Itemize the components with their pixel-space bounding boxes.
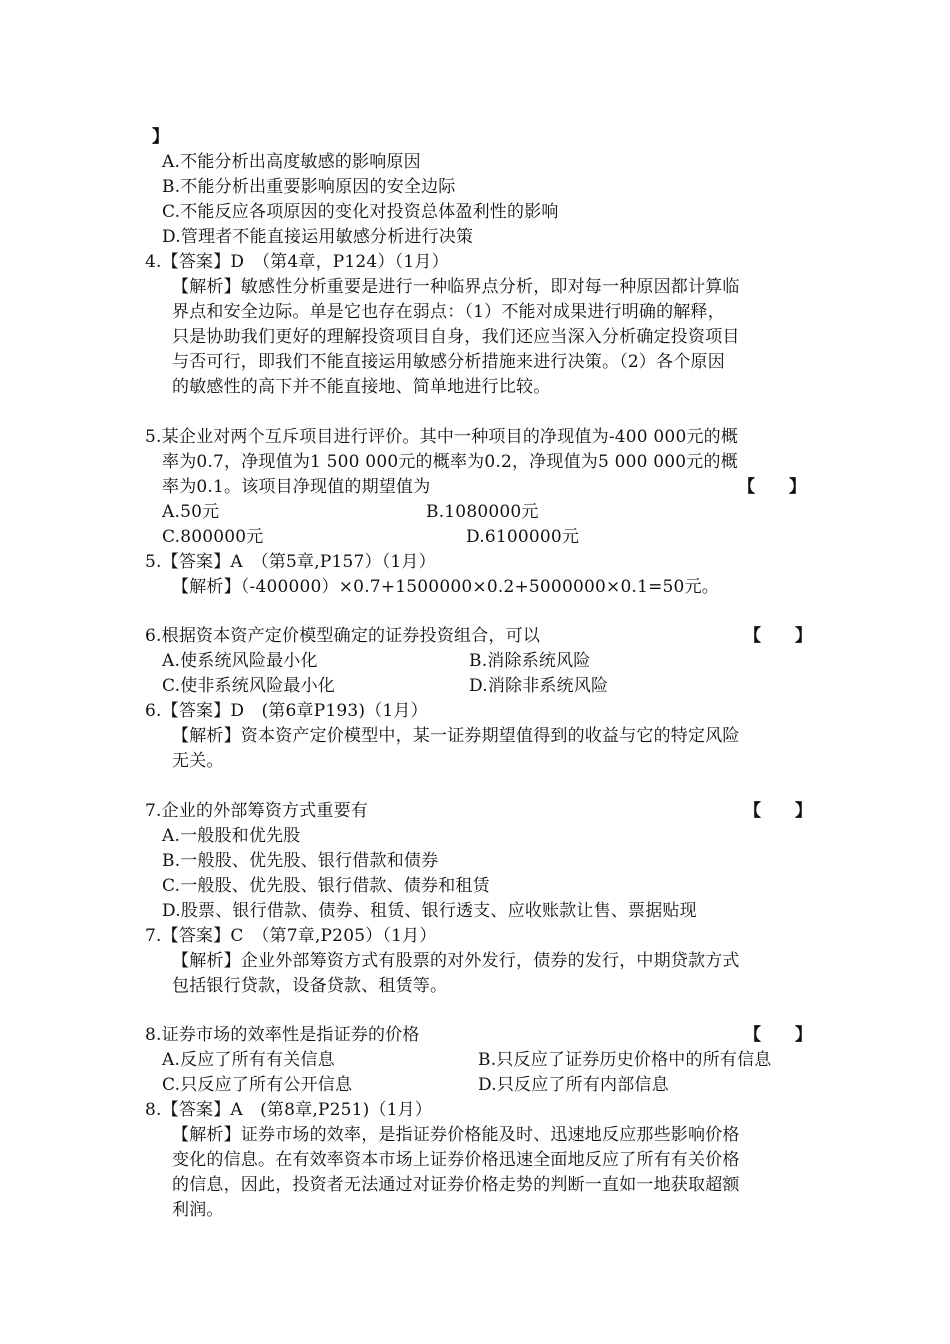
q8-answer: 8.【答案】A (第8章,P251)（1月） — [145, 1100, 433, 1120]
q7-option-b: B.一般股、优先股、银行借款和债券 — [162, 851, 439, 871]
q5-option-b: B.1080000元 — [426, 502, 539, 522]
q6-option-c: C.使非系统风险最小化 — [162, 676, 336, 696]
q6-answer: 6.【答案】D (第6章P193)（1月） — [145, 701, 428, 721]
q7-option-c: C.一般股、优先股、银行借款、债券和租赁 — [162, 876, 490, 896]
q5-option-a: A.50元 — [162, 502, 220, 522]
q7-analysis-line: 【解析】企业外部筹资方式有股票的对外发行，债券的发行，中期贷款方式 — [172, 951, 740, 971]
q5-stem-line: 率为0.1。该项目净现值的期望值为 — [162, 477, 431, 497]
q7-option-d: D.股票、银行借款、债券、租赁、银行透支、应收账款让售、票据贴现 — [162, 901, 697, 921]
q8-option-a: A.反应了所有有关信息 — [162, 1050, 335, 1070]
q5-stem-line: 5.某企业对两个互斥项目进行评价。其中一种项目的净现值为-400 000元的概 — [145, 427, 739, 447]
q8-option-d: D.只反应了所有内部信息 — [478, 1075, 669, 1095]
q4-option-b: B.不能分析出重要影响原因的安全边际 — [162, 177, 456, 197]
q6-analysis-line: 无关。 — [172, 751, 224, 771]
q7-stem-line: 7.企业的外部筹资方式重要有 — [145, 801, 369, 821]
q8-stem-line: 8.证券市场的效率性是指证券的价格 — [145, 1025, 420, 1045]
q8-analysis-line: 【解析】证券市场的效率，是指证券价格能及时、迅速地反应那些影响价格 — [172, 1125, 740, 1145]
q8-option-c: C.只反应了所有公开信息 — [162, 1075, 353, 1095]
q4-analysis-line: 的敏感性的高下并不能直接地、简单地进行比较。 — [172, 377, 551, 397]
q8-analysis-line: 利润。 — [172, 1200, 224, 1220]
q6-stem-line: 6.根据资本资产定价模型确定的证券投资组合，可以 — [145, 626, 541, 646]
q4-analysis-line: 与否可行，即我们不能直接运用敏感分析措施来进行决策。（2）各个原因 — [172, 352, 725, 372]
q4-answer: 4.【答案】D （第4章，P124）（1月） — [145, 252, 449, 272]
q5-option-c: C.800000元 — [162, 527, 264, 547]
q4-option-a: A.不能分析出高度敏感的影响原因 — [162, 152, 421, 172]
q8-option-b: B.只反应了证券历史价格中的所有信息 — [478, 1050, 772, 1070]
q7-option-a: A.一般股和优先股 — [162, 826, 301, 846]
q4-option-c: C.不能反应各项原因的变化对投资总体盈利性的影响 — [162, 202, 559, 222]
q4-analysis-line: 【解析】敏感性分析重要是进行一种临界点分析，即对每一种原因都计算临 — [172, 277, 740, 297]
q6-option-a: A.使系统风险最小化 — [162, 651, 318, 671]
q5-analysis-line: 【解析】（-400000）×0.7+1500000×0.2+5000000×0.1=50元。 — [172, 577, 719, 597]
q6-answer-bracket: 【 】 — [744, 626, 812, 646]
q4-bracket-close: 】 — [152, 127, 169, 147]
q4-option-d: D.管理者不能直接运用敏感分析进行决策 — [162, 227, 474, 247]
q8-analysis-line: 变化的信息。在有效率资本市场上证券价格迅速全面地反应了所有有关价格 — [172, 1150, 740, 1170]
q6-option-d: D.消除非系统风险 — [469, 676, 609, 696]
q6-option-b: B.消除系统风险 — [469, 651, 591, 671]
q5-option-d: D.6100000元 — [466, 527, 580, 547]
q8-analysis-line: 的信息，因此，投资者无法通过对证券价格走势的判断一直如一地获取超额 — [172, 1175, 740, 1195]
q7-answer: 7.【答案】C （第7章,P205）（1月） — [145, 926, 437, 946]
q5-stem-line: 率为0.7，净现值为1 500 000元的概率为0.2，净现值为5 000 000元的概 — [162, 452, 738, 472]
q5-answer-bracket: 【 】 — [738, 477, 806, 497]
q7-analysis-line: 包括银行贷款，设备贷款、租赁等。 — [172, 976, 448, 996]
q4-analysis-line: 只是协助我们更好的理解投资项目自身，我们还应当深入分析确定投资项目 — [172, 327, 740, 347]
q7-answer-bracket: 【 】 — [744, 801, 812, 821]
q4-analysis-line: 界点和安全边际。单是它也存在弱点：（1）不能对成果进行明确的解释， — [172, 302, 725, 322]
q5-answer: 5.【答案】A （第5章,P157）（1月） — [145, 552, 436, 572]
q8-answer-bracket: 【 】 — [744, 1025, 812, 1045]
q6-analysis-line: 【解析】资本资产定价模型中，某一证券期望值得到的收益与它的特定风险 — [172, 726, 740, 746]
